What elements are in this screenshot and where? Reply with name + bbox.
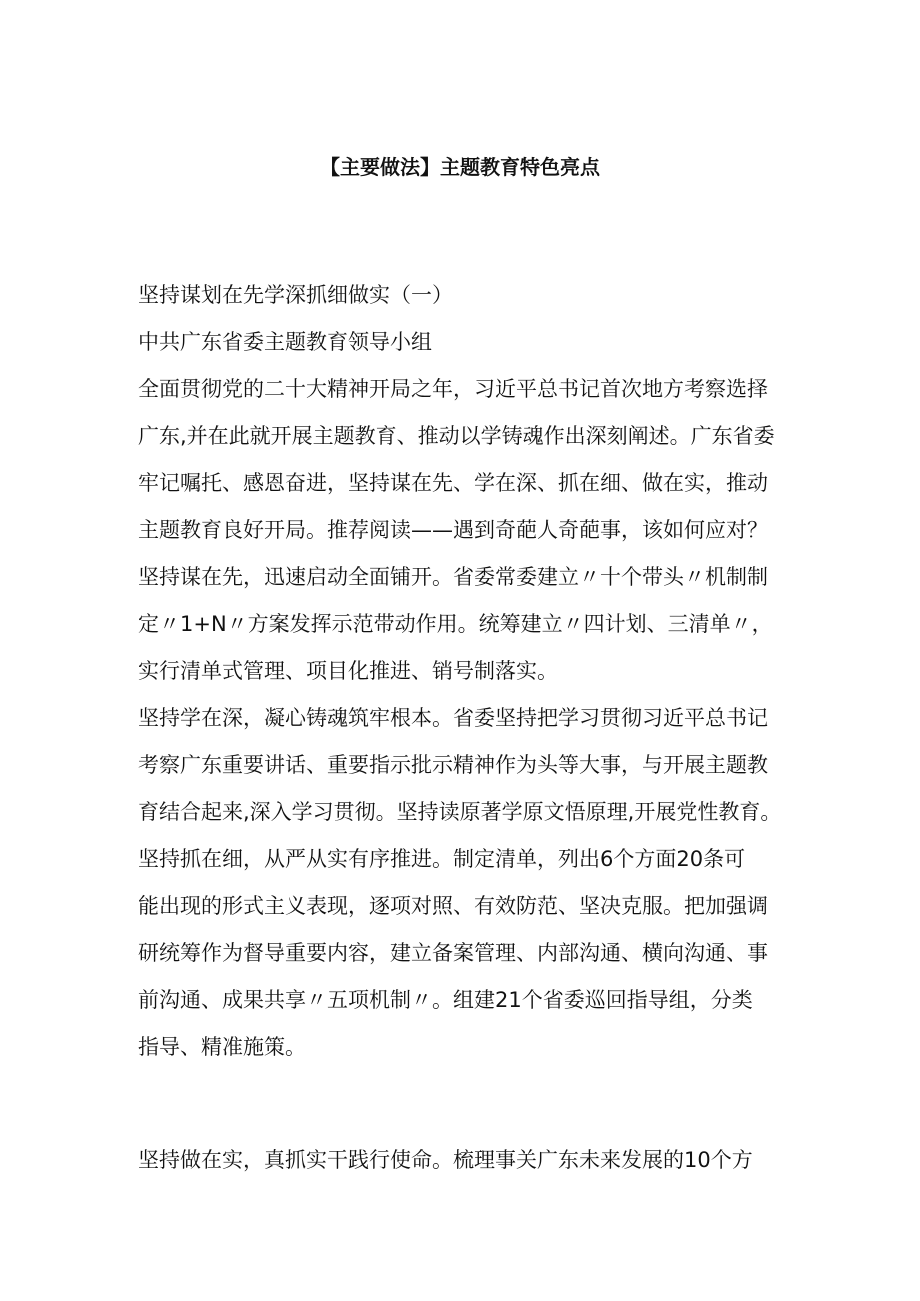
paragraph-line: 全面贯彻党的二十大精神开局之年，习近平总书记首次地方考察选择 bbox=[138, 377, 768, 401]
paragraph-line: 实行清单式管理、项目化推进、销号制落实。 bbox=[138, 659, 558, 683]
paragraph-line: 坚持做在实，真抓实干践行使命。梳理事关广东未来发展的10个方 bbox=[138, 1148, 753, 1172]
paragraph-line: 牢记嘱托、感恩奋进，坚持谋在先、学在深、抓在细、做在实，推动 bbox=[138, 471, 768, 495]
paragraph-line: 能出现的形式主义表现，逐项对照、有效防范、坚决克服。把加强调 bbox=[138, 894, 768, 918]
paragraph-line: 坚持谋在先，迅速启动全面铺开。省委常委建立〃十个带头〃机制制 bbox=[138, 565, 768, 589]
paragraph-line: 研统筹作为督导重要内容，建立备案管理、内部沟通、横向沟通、事 bbox=[138, 941, 768, 965]
paragraph-line: 广东,并在此就开展主题教育、推动以学铸魂作出深刻阐述。广东省委 bbox=[138, 424, 775, 448]
document-title: 【主要做法】主题教育特色亮点 bbox=[320, 155, 600, 179]
author-line: 中共广东省委主题教育领导小组 bbox=[138, 330, 432, 354]
paragraph-line: 考察广东重要讲话、重要指示批示精神作为头等大事，与开展主题教 bbox=[138, 753, 768, 777]
paragraph-line: 坚持学在深，凝心铸魂筑牢根本。省委坚持把学习贯彻习近平总书记 bbox=[138, 706, 768, 730]
document-body-continued bbox=[138, 1137, 818, 1184]
document-body bbox=[138, 272, 818, 1071]
paragraph-line: 坚持抓在细，从严从实有序推进。制定清单，列出6个方面20条可 bbox=[138, 847, 746, 871]
paragraph-line: 定〃1+N〃方案发挥示范带动作用。统筹建立〃四计划、三清单〃， bbox=[138, 612, 773, 636]
paragraph-line: 前沟通、成果共享〃五项机制〃。组建21个省委巡回指导组，分类 bbox=[138, 988, 753, 1012]
paragraph-line: 指导、精准施策。 bbox=[138, 1035, 306, 1059]
section-heading: 坚持谋划在先学深抓细做实（一） bbox=[138, 283, 453, 307]
paragraph-line: 育结合起来,深入学习贯彻。坚持读原著学原文悟原理,开展党性教育。 bbox=[138, 800, 782, 824]
paragraph-line: 主题教育良好开局。推荐阅读——遇到奇葩人奇葩事，该如何应对？ bbox=[138, 518, 768, 542]
